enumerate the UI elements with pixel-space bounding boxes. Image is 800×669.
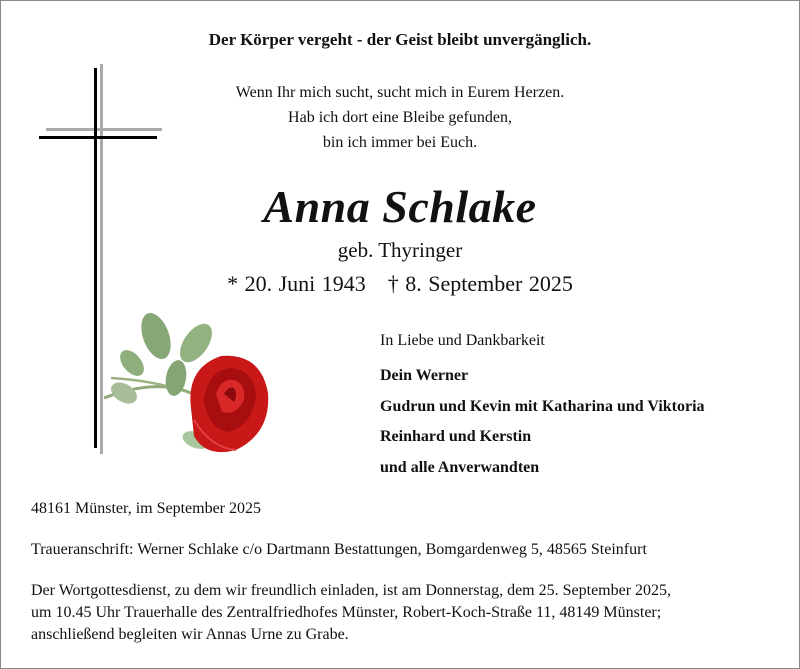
rose-icon: [96, 308, 286, 468]
service-notice: [31, 580, 791, 646]
mourning-address: Traueranschrift: Werner Schlake c/o Dartmann Bestattungen, Bomgardenweg 5, 48565 Steinfurt: [31, 541, 647, 558]
poem-line: Hab ich dort eine Bleibe gefunden,: [288, 109, 512, 126]
mourner-name: und alle Anverwandten: [380, 458, 540, 476]
mourners-intro: In Liebe und Dankbarkeit: [380, 332, 545, 349]
maiden-name: geb. Thyringer: [337, 238, 463, 262]
life-dates: [0, 271, 800, 297]
poem-line: bin ich immer bei Euch.: [322, 134, 478, 151]
place-date: 48161 Münster, im September 2025: [31, 500, 261, 517]
motto: Der Körper vergeht - der Geist bleibt unvergänglich.: [208, 30, 592, 49]
service-line: um 10.45 Uhr Trauerhalle des Zentralfriedhofes Münster, Robert-Koch-Straße 11, 48149 Münster;: [31, 604, 662, 621]
deceased-name: Anna Schlake: [263, 181, 537, 232]
mourners-block: [380, 331, 705, 483]
birth-date: * 20. Juni 1943: [227, 271, 366, 296]
mourner-name: Gudrun und Kevin mit Katharina und Viktoria: [380, 397, 705, 415]
service-line: anschließend begleiten wir Annas Urne zu Grabe.: [31, 626, 349, 643]
death-date: † 8. September 2025: [387, 271, 573, 296]
poem-line: Wenn Ihr mich sucht, sucht mich in Eurem Herzen.: [235, 84, 565, 101]
mourner-name: Dein Werner: [380, 367, 469, 384]
mourner-name: Reinhard und Kerstin: [380, 428, 532, 445]
service-line: Der Wortgottesdienst, zu dem wir freundlich einladen, ist am Donnerstag, dem 25. September 2025,: [31, 582, 672, 599]
